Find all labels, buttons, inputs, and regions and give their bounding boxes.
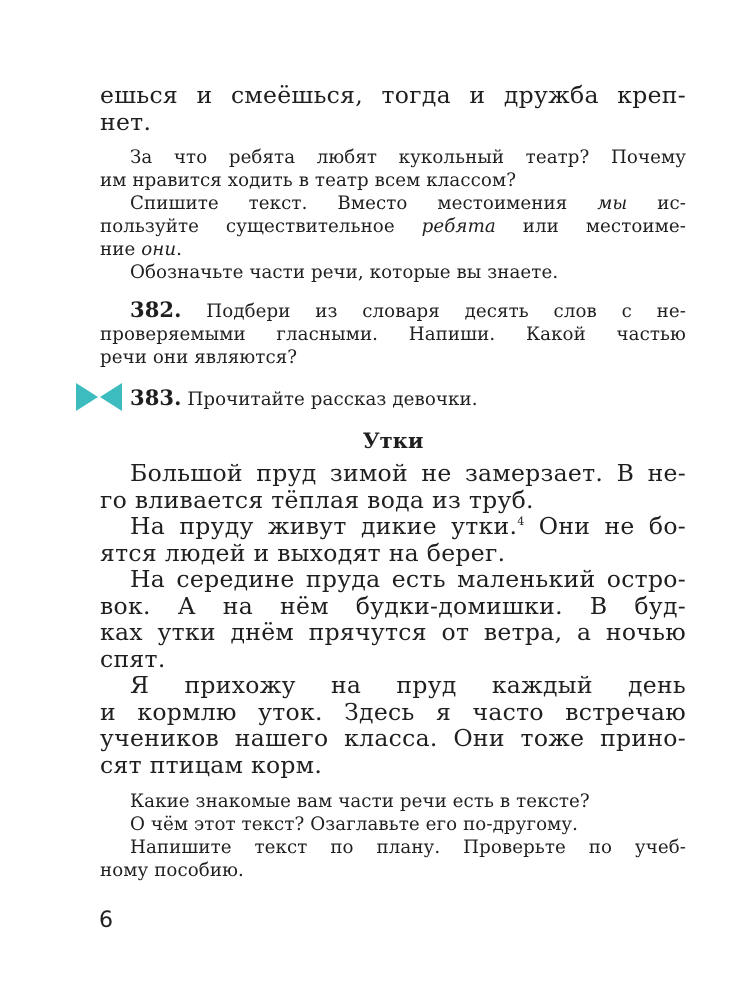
story-line: Я прихожу на пруд каждый день: [130, 671, 686, 699]
question-line: Какие знакомые вам части речи есть в тексте?: [130, 791, 590, 812]
task-line: пользуйте существительное ребята или местоиме-: [100, 216, 686, 237]
task-line: Обозначьте части речи, которые вы знаете.: [130, 262, 559, 283]
question-line: им нравится ходить в театр всем классом?: [100, 170, 517, 191]
page-number: 6: [99, 908, 113, 933]
story-line: учеников нашего класса. Они тоже прино-: [100, 724, 686, 752]
story-line: На середине пруда есть маленький остро-: [130, 565, 686, 593]
footnote-marker: 4: [517, 515, 525, 528]
exercise-number: 383.: [130, 385, 182, 410]
story-body: [100, 460, 686, 778]
story-line: ках утки днём прячутся от ветра, а ночью: [100, 618, 686, 646]
question-line: За что ребята любят кукольный театр? Почему: [130, 147, 686, 168]
top-text-line-2: нет.: [100, 107, 152, 136]
task-line: Напишите текст по плану. Проверьте по учеб-: [130, 837, 686, 858]
top-text-line-1: ешься и смеёшься, тогда и дружба креп-: [100, 81, 686, 109]
story-line: На пруду живут дикие утки.$^4$ Они не бо-: [130, 512, 687, 540]
story-line: ятся людей и выходят на берег.: [100, 538, 506, 567]
story-line: вок. А на нём будки-домишки. В буд-: [100, 591, 686, 620]
story-line: Большой пруд зимой не замерзает. В не-: [130, 459, 686, 487]
exercise-383-line: 383. Прочитайте рассказ девочки.: [130, 385, 478, 410]
story-line: и кормлю уток. Здесь я часто встречаю: [100, 697, 686, 726]
questions-block-2: [100, 790, 686, 882]
story-line: го вливается тёплая вода из труб.: [100, 485, 534, 514]
exercise-382-line-1: 382. Подбери из словаря десять слов с не-: [130, 297, 686, 322]
exercise-382: [100, 298, 686, 369]
exercise-383: [100, 386, 686, 411]
top-text: [100, 82, 686, 135]
task-line: ние они.: [100, 239, 183, 260]
exercise-382-line-3: речи они являются?: [100, 347, 298, 368]
story-title: Утки: [362, 428, 424, 453]
exercise-382-line-2: проверяемыми гласными. Напиши. Какой частью: [100, 324, 686, 345]
exercise-number: 382.: [130, 297, 182, 322]
task-line: ному пособию.: [100, 860, 244, 881]
task-line: Спишите текст. Вместо местоимения мы ис-: [130, 193, 686, 214]
story-line: спят.: [100, 644, 166, 673]
story-line: сят птицам корм.: [100, 750, 323, 779]
questions-block-1: [100, 146, 686, 284]
question-line: О чём этот текст? Озаглавьте его по-другому.: [130, 814, 579, 835]
